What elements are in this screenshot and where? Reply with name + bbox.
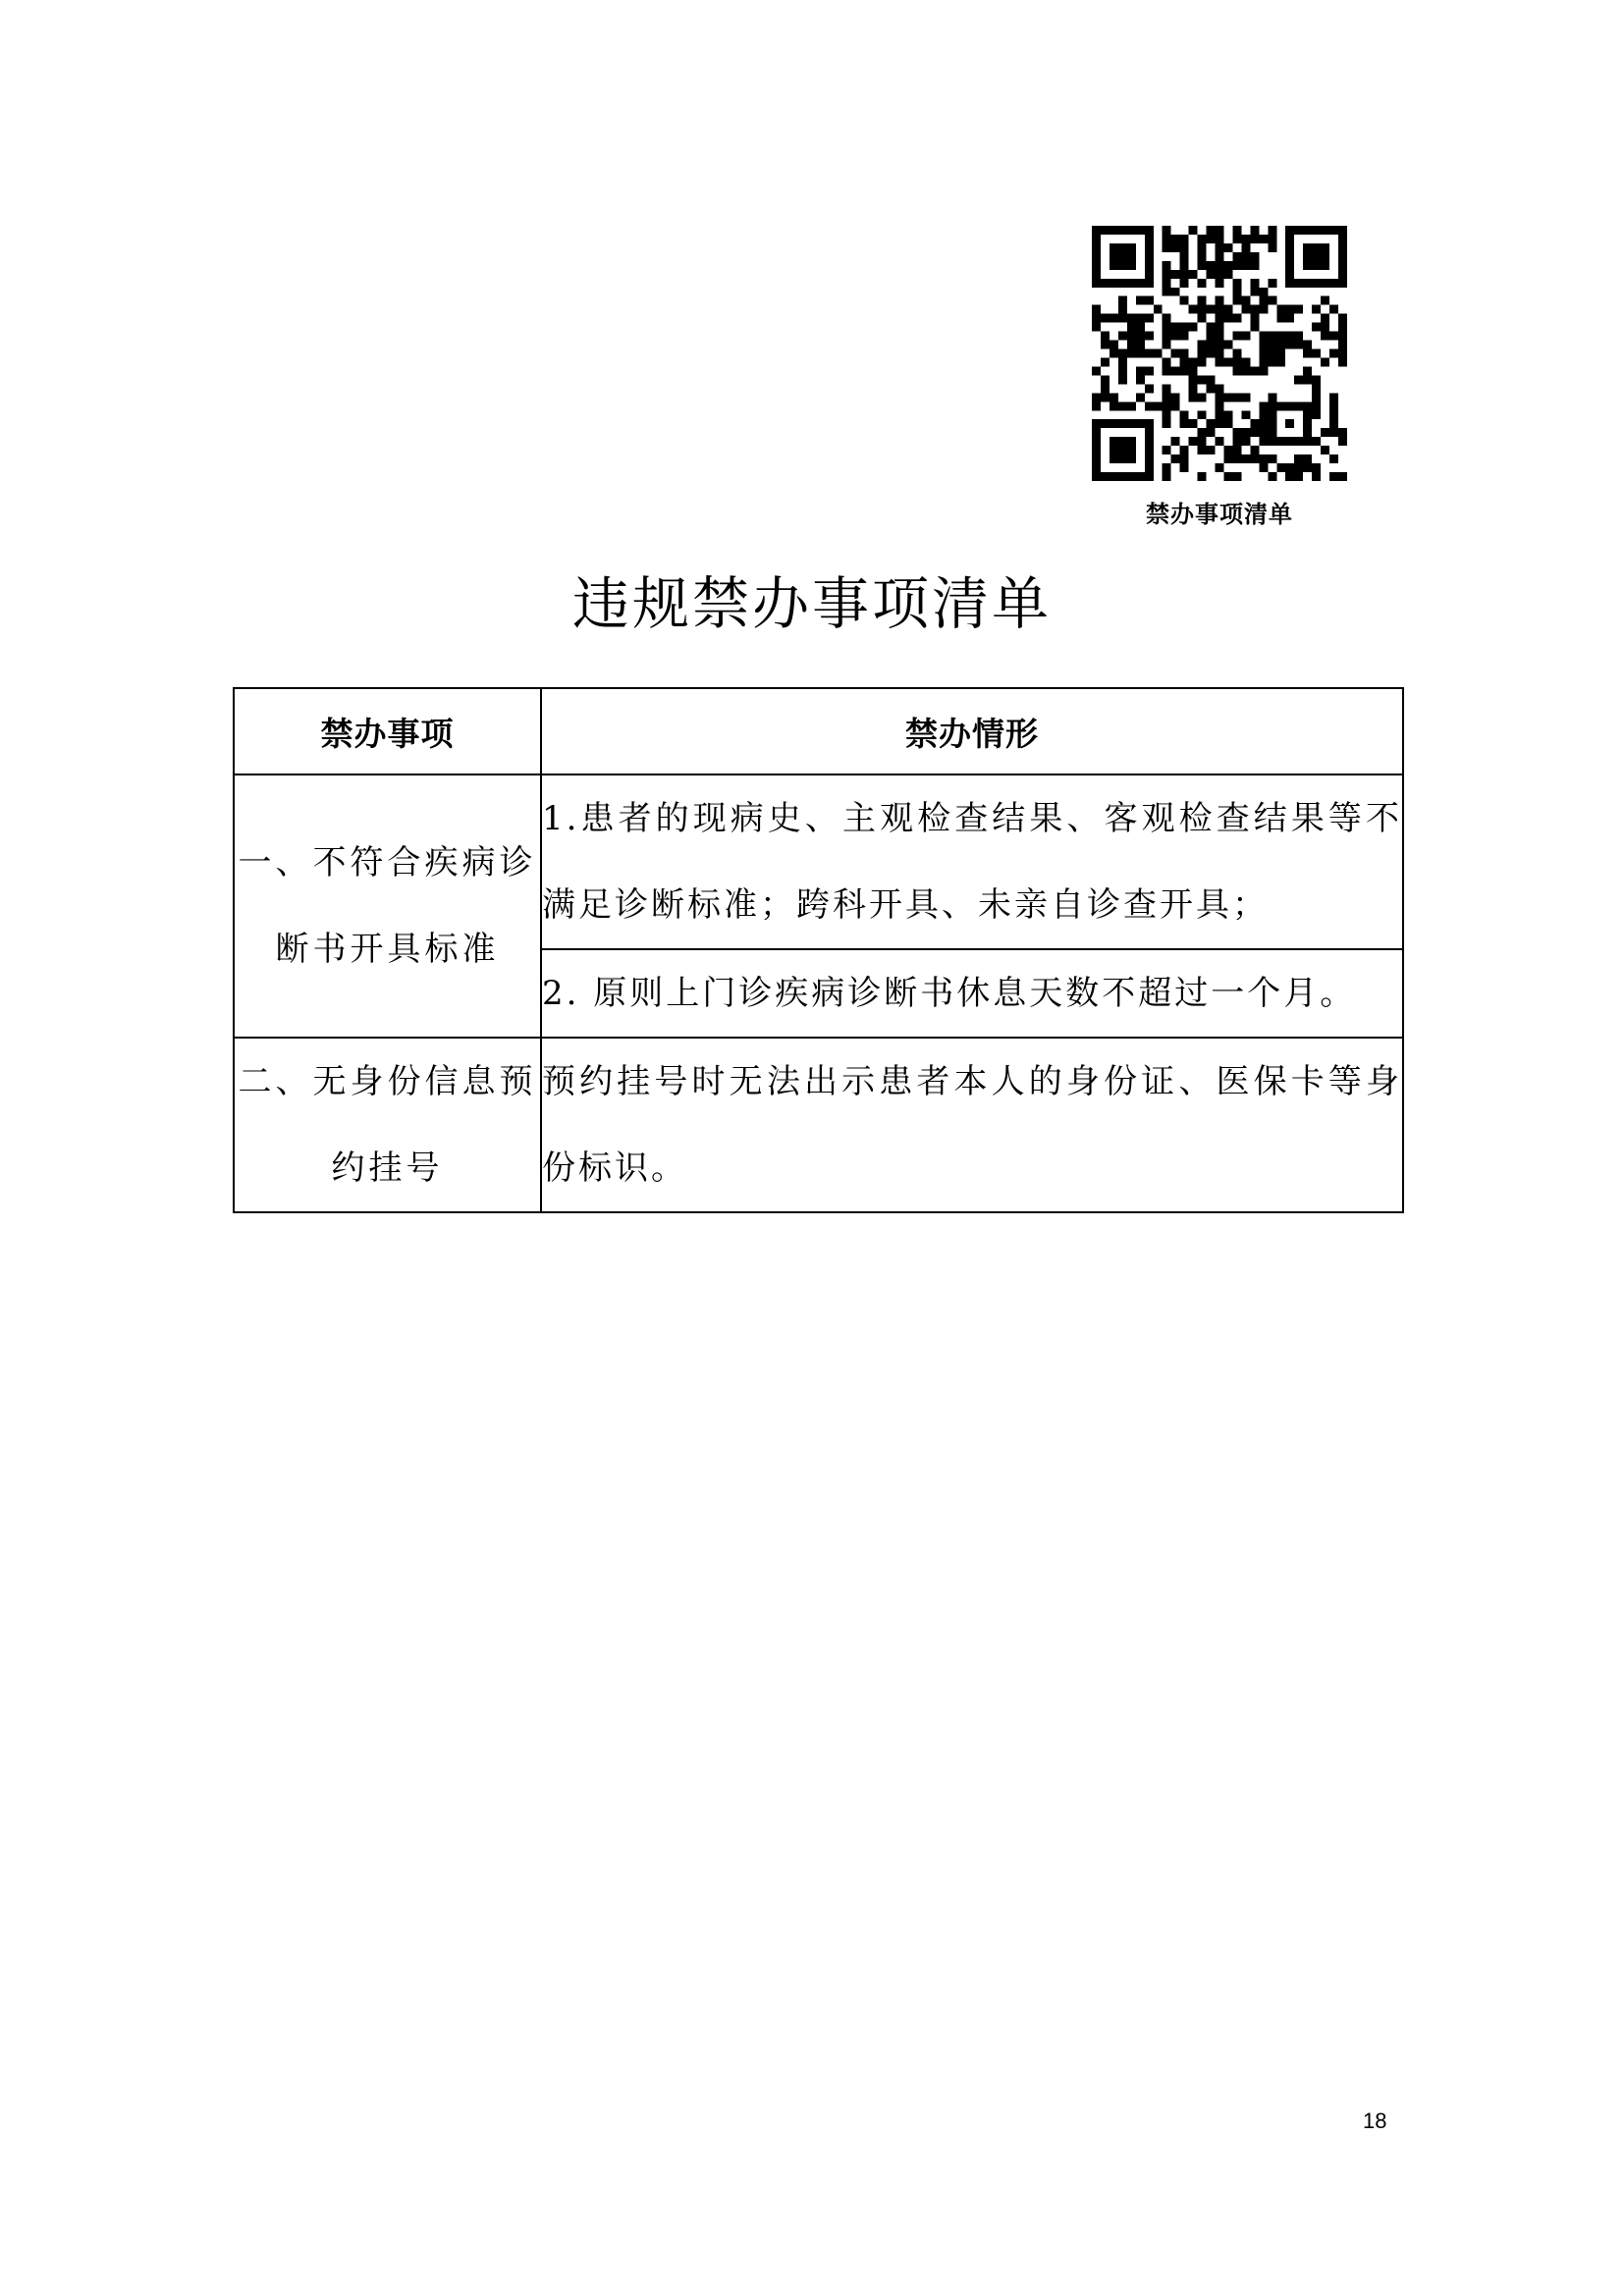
item-cell: 二、无身份信息预约挂号 [234, 1038, 541, 1212]
qr-code [1092, 226, 1347, 481]
column-header-item: 禁办事项 [234, 688, 541, 774]
item-cell: 一、不符合疾病诊断书开具标准 [234, 774, 541, 1038]
situation-cell: 2. 原则上门诊疾病诊断书休息天数不超过一个月。 [541, 949, 1403, 1038]
page-title: 违规禁办事项清单 [571, 570, 1052, 637]
table-header-row [234, 688, 1403, 774]
qr-code-block [1092, 226, 1347, 529]
prohibited-items-table [233, 687, 1404, 1213]
qr-caption: 禁办事项清单 [1146, 501, 1293, 528]
situation-cell: 1.患者的现病史、主观检查结果、客观检查结果等不满足诊断标准；跨科开具、未亲自诊查开具； [541, 774, 1403, 949]
page-number: 18 [1363, 2109, 1387, 2133]
table-row [234, 1038, 1403, 1212]
column-header-situation: 禁办情形 [541, 688, 1403, 774]
table-row [234, 774, 1403, 949]
situation-cell: 预约挂号时无法出示患者本人的身份证、医保卡等身份标识。 [541, 1038, 1403, 1212]
